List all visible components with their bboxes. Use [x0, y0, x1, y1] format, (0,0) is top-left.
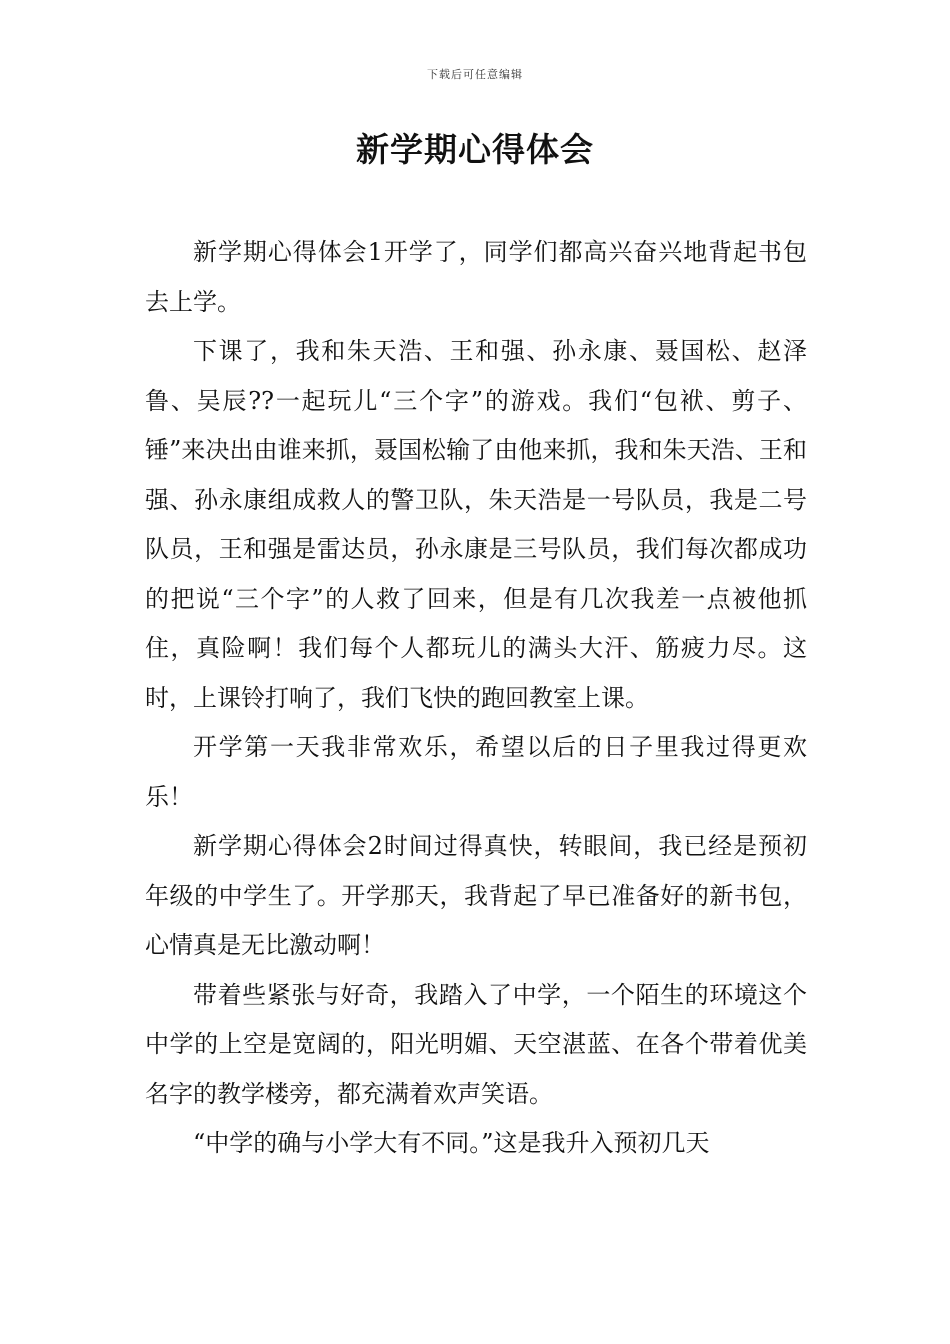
paragraph: “中学的确与小学大有不同。”这是我升入预初几天 — [193, 1129, 710, 1157]
header-note: 下载后可任意编辑 — [427, 68, 523, 81]
document-body — [145, 228, 807, 1169]
paragraph: 新学期心得体会2时间过得真快，转眼间，我已经是预初年级的中学生了。开学那天，我背起了早已准备好的新书包，心情真是无比激动啊！ — [145, 832, 807, 959]
paragraph: 下课了，我和朱天浩、王和强、孙永康、聂国松、赵泽鲁、吴辰??一起玩儿“三个字”的游戏。我们“包袱、剪子、锤”来决出由谁来抓，聂国松输了由他来抓，我和朱天浩、王和强、孙永康组成救人的警卫队，朱天浩是一号队员，我是二号队员，王和强是雷达员，孙永康是三号队员，我们每次都成功的把说“三个字”的人救了回来，但是有几次我差一点被他抓住，真险啊！我们每个人都玩儿的满头大汗、筋疲力尽。这时，上课铃打响了，我们飞快的跑回教室上课。 — [145, 337, 807, 712]
paragraph: 新学期心得体会1开学了，同学们都高兴奋兴地背起书包去上学。 — [145, 238, 807, 316]
document-title: 新学期心得体会 — [356, 130, 594, 169]
paragraph: 带着些紧张与好奇，我踏入了中学，一个陌生的环境这个中学的上空是宽阔的，阳光明媚、天空湛蓝、在各个带着优美名字的教学楼旁，都充满着欢声笑语。 — [145, 980, 807, 1108]
paragraph: 开学第一天我非常欢乐，希望以后的日子里我过得更欢乐！ — [145, 733, 807, 811]
